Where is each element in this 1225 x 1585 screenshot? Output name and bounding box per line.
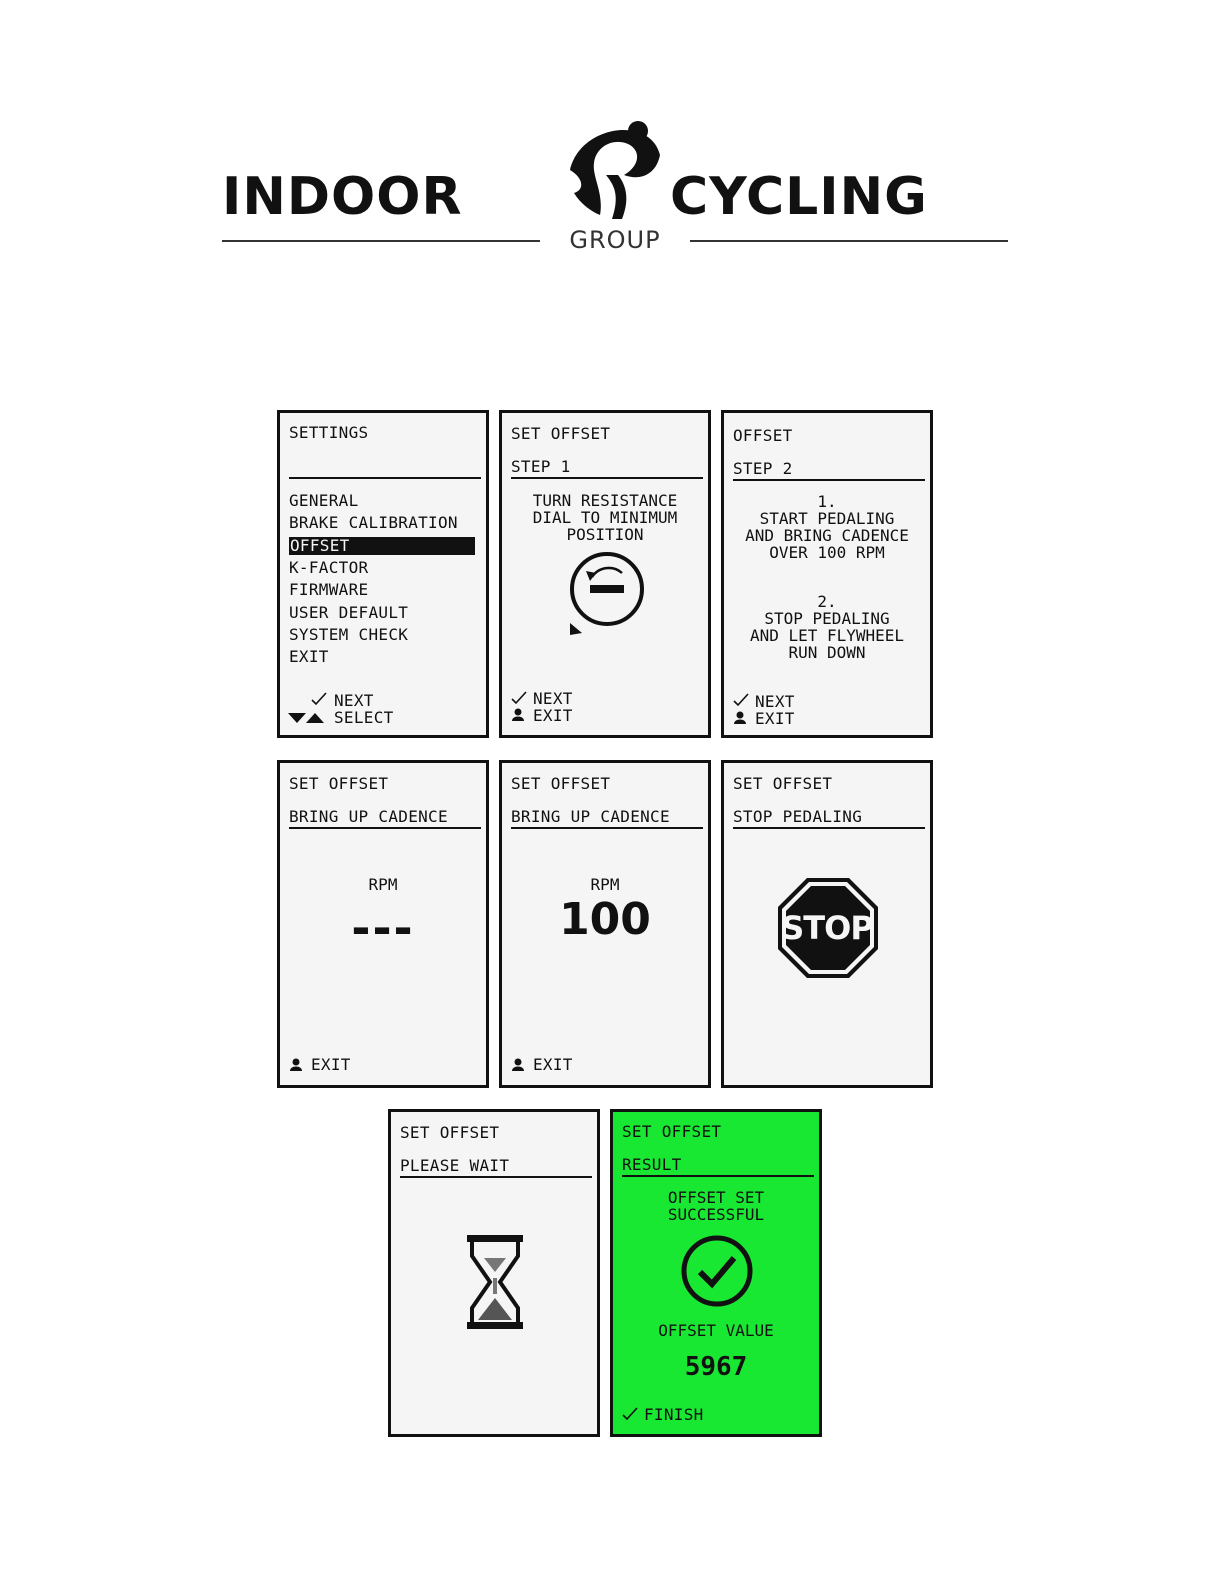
screen-title: SETTINGS <box>289 423 369 442</box>
screen-subtitle: STOP PEDALING <box>733 807 863 826</box>
select-label[interactable]: SELECT <box>334 708 394 727</box>
offset-value: 5967 <box>684 1352 748 1382</box>
screen-title: SET OFFSET <box>289 774 389 793</box>
instruction-text: TURN RESISTANCE DIAL TO MINIMUM POSITION <box>532 491 678 544</box>
title-divider <box>622 1175 814 1177</box>
title-divider <box>289 827 481 829</box>
stop-sign-text: STOP <box>781 909 873 947</box>
check-icon <box>311 692 327 706</box>
menu-item-brake-calibration[interactable]: BRAKE CALIBRATION <box>289 513 458 532</box>
screen-subtitle: BRING UP CADENCE <box>511 807 670 826</box>
screen-step2 <box>721 410 933 738</box>
screen-title: OFFSET <box>733 426 793 445</box>
screen-step1 <box>499 410 711 738</box>
logo-divider-right <box>690 240 1008 242</box>
title-divider <box>733 827 925 829</box>
exit-label[interactable]: EXIT <box>533 706 573 725</box>
user-icon <box>289 1058 303 1072</box>
screen-cadence-empty <box>277 760 489 1088</box>
indoor-cycling-group-logo <box>222 115 1008 255</box>
title-divider <box>733 479 925 481</box>
menu-item-general[interactable]: GENERAL <box>289 491 359 510</box>
screen-subtitle: PLEASE WAIT <box>400 1156 510 1175</box>
up-down-arrows-icon <box>287 711 325 725</box>
instruction-step-2: 2. STOP PEDALING AND LET FLYWHEEL RUN DOWN <box>749 592 905 662</box>
screen-settings <box>277 410 489 738</box>
next-label[interactable]: NEXT <box>533 689 573 708</box>
rpm-value: --- <box>351 901 415 955</box>
screen-stop-pedaling <box>721 760 933 1088</box>
screen-cadence-100 <box>499 760 711 1088</box>
offset-value-label: OFFSET VALUE <box>658 1321 774 1340</box>
check-icon <box>622 1407 638 1421</box>
check-icon <box>511 691 527 705</box>
next-label[interactable]: NEXT <box>755 692 795 711</box>
user-icon <box>511 708 525 722</box>
exit-label[interactable]: EXIT <box>755 709 795 728</box>
cyclist-logo-icon <box>560 115 670 225</box>
finish-label[interactable]: FINISH <box>644 1405 704 1424</box>
title-divider <box>511 827 703 829</box>
user-icon <box>511 1058 525 1072</box>
screen-title: SET OFFSET <box>511 424 611 443</box>
next-label[interactable]: NEXT <box>334 691 374 710</box>
screen-subtitle: BRING UP CADENCE <box>289 807 448 826</box>
screen-subtitle: STEP 2 <box>733 459 793 478</box>
logo-subtitle: GROUP <box>569 226 661 254</box>
menu-item-k-factor[interactable]: K-FACTOR <box>289 558 369 577</box>
menu-item-exit[interactable]: EXIT <box>289 647 329 666</box>
title-divider <box>400 1176 592 1178</box>
instruction-step-1: 1. START PEDALING AND BRING CADENCE OVER 100 RPM <box>745 492 909 562</box>
logo-word-indoor: INDOOR <box>222 167 463 227</box>
hourglass-icon <box>466 1234 524 1330</box>
logo-word-cycling: CYCLING <box>670 167 928 227</box>
rpm-value: 100 <box>559 894 651 945</box>
menu-item-user-default[interactable]: USER DEFAULT <box>289 603 409 622</box>
menu-item-firmware[interactable]: FIRMWARE <box>289 580 369 599</box>
screen-please-wait <box>388 1109 600 1437</box>
screen-title: SET OFFSET <box>400 1123 500 1142</box>
user-icon <box>733 711 747 725</box>
menu-item-system-check[interactable]: SYSTEM CHECK <box>289 625 409 644</box>
rpm-unit-label: RPM <box>590 875 620 894</box>
exit-label[interactable]: EXIT <box>533 1055 573 1074</box>
check-icon <box>733 693 749 707</box>
screen-title: SET OFFSET <box>622 1122 722 1141</box>
screen-subtitle: RESULT <box>622 1155 682 1174</box>
resistance-dial-icon <box>562 549 652 639</box>
check-circle-icon <box>680 1234 754 1308</box>
screen-result <box>610 1109 822 1437</box>
screen-subtitle: STEP 1 <box>511 457 571 476</box>
title-divider <box>289 477 481 479</box>
rpm-unit-label: RPM <box>368 875 398 894</box>
screen-title: SET OFFSET <box>511 774 611 793</box>
logo-divider-left <box>222 240 540 242</box>
exit-label[interactable]: EXIT <box>311 1055 351 1074</box>
result-message: OFFSET SET SUCCESSFUL <box>667 1188 765 1224</box>
title-divider <box>511 477 703 479</box>
menu-item-offset-selected[interactable]: OFFSET <box>289 537 475 555</box>
screen-title: SET OFFSET <box>733 774 833 793</box>
